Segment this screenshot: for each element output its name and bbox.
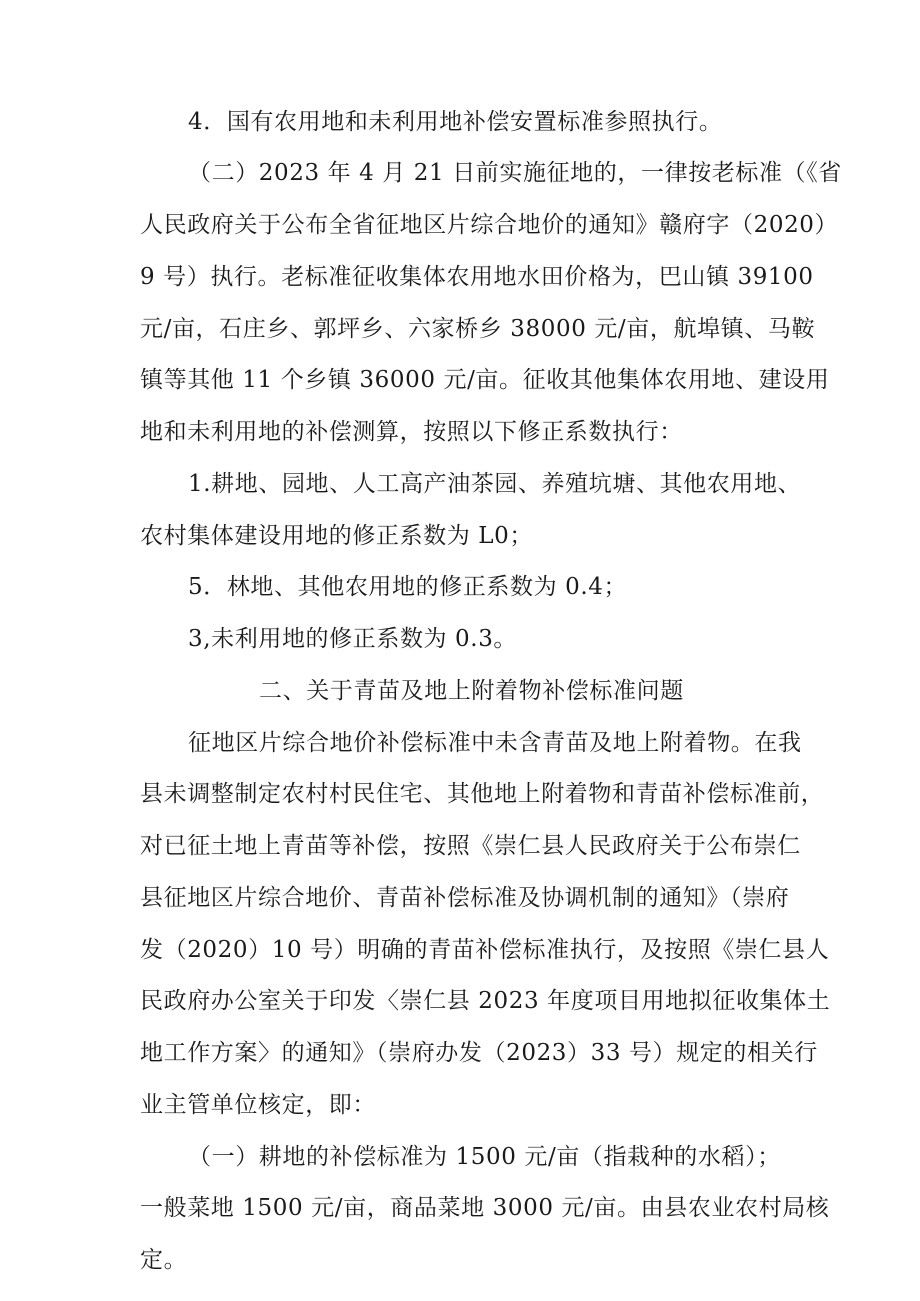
paragraph-section-2-line-5: 镇等其他 11 个乡镇 36000 元/亩。征收其他集体农用地、建设用 [140,367,830,393]
section-heading-2: 二、关于青苗及地上附着物补偿标准问题 [259,678,684,704]
paragraph-item-4-land-standard: 4．国有农用地和未利用地补偿安置标准参照执行。 [188,109,723,135]
subsection-1-line-2: 一般菜地 1500 元/亩，商品菜地 3000 元/亩。由县农业农村局核 [140,1195,830,1221]
subsection-1-line-1: （一）耕地的补偿标准为 1500 元/亩（指栽种的水稻）； [188,1144,781,1170]
paragraph-section-2-line-1: （二）2023 年 4 月 21 日前实施征地的，一律按老标准（《省 [188,160,842,186]
paragraph-compensation-line-4: 县征地区片综合地价、青苗补偿标准及协调机制的通知》（崇府 [140,885,790,911]
list-item-3: 3,未利用地的修正系数为 0.3。 [188,626,518,652]
paragraph-section-2-line-6: 地和未利用地的补偿测算，按照以下修正系数执行： [140,419,683,445]
paragraph-compensation-line-8: 业主管单位核定，即： [140,1092,376,1118]
paragraph-section-2-line-2: 人民政府关于公布全省征地区片综合地价的通知》赣府字（2020） [140,212,839,238]
paragraph-section-2-line-3: 9 号）执行。老标准征收集体农用地水田价格为，巴山镇 39100 [140,264,814,290]
paragraph-compensation-line-7: 地工作方案〉的通知》（崇府办发（2023）33 号）规定的相关行 [140,1040,818,1066]
paragraph-compensation-line-1: 征地区片综合地价补偿标准中未含青苗及地上附着物。在我 [188,730,802,756]
list-item-1-line-2: 农村集体建设用地的修正系数为 L0； [140,523,534,549]
paragraph-compensation-line-6: 民政府办公室关于印发〈崇仁县 2023 年度项目用地拟征收集体土 [140,988,831,1014]
paragraph-section-2-line-4: 元/亩，石庄乡、郭坪乡、六家桥乡 38000 元/亩，航埠镇、马鞍 [140,316,816,342]
paragraph-compensation-line-2: 县未调整制定农村村民住宅、其他地上附着物和青苗补偿标准前， [140,781,825,807]
paragraph-compensation-line-3: 对已征土地上青苗等补偿，按照《崇仁县人民政府关于公布崇仁 [140,833,801,859]
subsection-1-line-3: 定。 [140,1247,188,1273]
paragraph-compensation-line-5: 发（2020）10 号）明确的青苗补偿标准执行，及按照《崇仁县人 [140,937,830,963]
list-item-5: 5．林地、其他农用地的修正系数为 0.4； [188,574,628,600]
list-item-1-line-1: 1.耕地、园地、人工高产油茶园、养殖坑塘、其他农用地、 [188,471,802,497]
